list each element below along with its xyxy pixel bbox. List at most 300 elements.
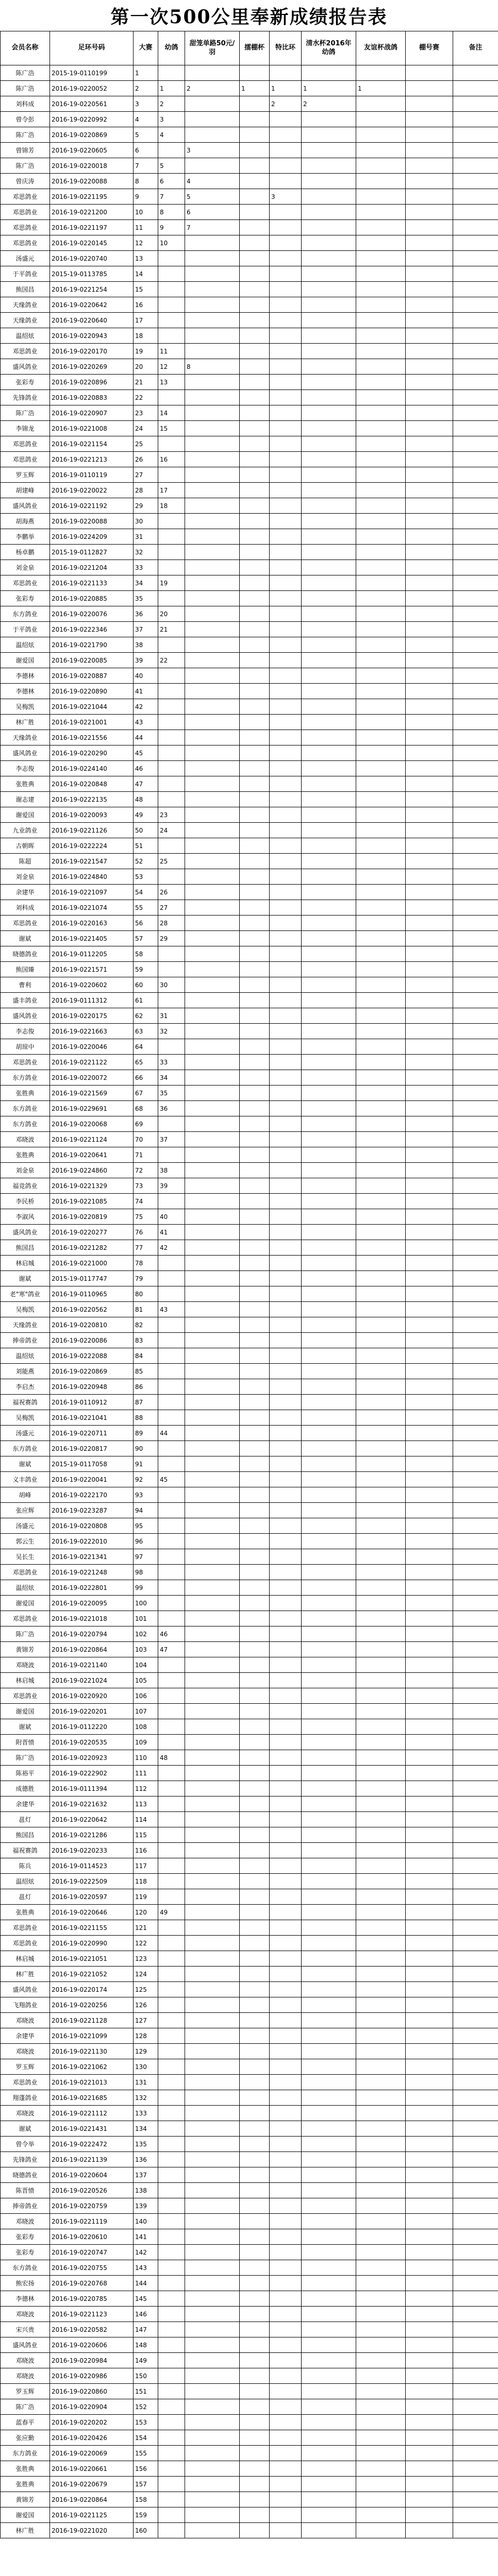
result-cell [356,1611,406,1626]
result-cell: 7 [134,158,158,174]
result-cell: 34 [158,1070,185,1086]
table-row [1,405,498,421]
table-row [1,81,498,96]
result-cell: 57 [134,931,158,946]
result-cell [158,1874,185,1889]
result-cell [302,591,356,606]
result-cell [302,1132,356,1147]
result-cell [406,1997,453,2013]
result-cell [158,2492,185,2507]
result-cell [185,1889,240,1905]
member-name-cell: 邕灯 [1,1889,50,1905]
result-cell [356,2307,406,2322]
result-cell [270,328,302,344]
result-cell [185,2260,240,2276]
ring-number-cell: 2016-19-0220810 [50,1317,134,1333]
result-cell [270,1750,302,1766]
result-cell [185,977,240,993]
result-cell [270,467,302,483]
result-cell [302,2368,356,2384]
result-cell: 8 [134,174,158,189]
result-cell [356,1410,406,1426]
table-row [1,1781,498,1797]
table-row [1,2384,498,2399]
result-cell [270,2214,302,2229]
member-name-cell: 熊国昌 [1,1240,50,1256]
ring-number-cell: 2016-19-0220759 [50,2198,134,2214]
member-name-cell: 李启杰 [1,1379,50,1395]
result-cell [240,838,270,854]
result-cell: 94 [134,1503,158,1518]
result-cell [240,606,270,622]
result-cell [185,699,240,715]
result-cell [185,1719,240,1735]
result-cell [270,282,302,297]
ring-number-cell: 2016-19-0222224 [50,838,134,854]
result-cell [356,1750,406,1766]
ring-number-cell: 2016-19-0221547 [50,854,134,869]
result-cell [406,1348,453,1364]
result-cell [302,1827,356,1843]
ring-number-cell: 2016-19-0110965 [50,1286,134,1302]
result-cell [185,1317,240,1333]
result-cell [356,1178,406,1194]
table-row [1,1812,498,1827]
result-cell [270,143,302,158]
result-cell: 26 [134,452,158,467]
result-cell [240,189,270,205]
result-cell: 32 [134,545,158,560]
result-cell: 111 [134,1766,158,1781]
result-cell: 69 [134,1116,158,1132]
result-cell [240,436,270,452]
ring-number-cell: 2016-19-0220022 [50,483,134,498]
result-cell [158,1812,185,1827]
result-cell [453,235,498,251]
result-cell [158,2353,185,2368]
result-cell [240,1982,270,1997]
result-cell [406,1534,453,1549]
member-name-cell: 刘金泉 [1,560,50,575]
result-cell [270,885,302,900]
result-cell [302,1657,356,1673]
result-cell [356,2523,406,2538]
result-cell [356,514,406,529]
result-cell [240,2106,270,2121]
result-cell [406,807,453,823]
ring-number-cell: 2016-19-0221133 [50,575,134,591]
ring-number-cell: 2016-19-0224140 [50,761,134,776]
result-cell: 84 [134,1348,158,1364]
member-name-cell: 天缘鸽业 [1,1317,50,1333]
result-cell [356,1395,406,1410]
result-cell [302,235,356,251]
result-cell: 107 [134,1704,158,1719]
result-cell [270,1858,302,1874]
result-cell [270,452,302,467]
result-cell [240,637,270,653]
table-row [1,65,498,81]
result-cell [356,838,406,854]
table-row [1,390,498,405]
result-cell: 16 [158,452,185,467]
result-cell [185,637,240,653]
result-cell [302,1209,356,1225]
result-cell [453,1178,498,1194]
result-cell [302,282,356,297]
result-cell [158,1688,185,1704]
result-cell [158,2507,185,2523]
result-cell [453,1905,498,1920]
result-cell [453,1302,498,1317]
member-name-cell: 谢爱国 [1,1704,50,1719]
result-cell [240,745,270,761]
result-cell [356,823,406,838]
result-cell [185,545,240,560]
member-name-cell: 谢爱国 [1,653,50,668]
result-cell [356,1472,406,1487]
result-cell [356,1286,406,1302]
result-cell [356,885,406,900]
table-row [1,653,498,668]
result-cell: 128 [134,2028,158,2044]
table-row [1,1410,498,1426]
result-cell [158,761,185,776]
result-cell [270,2399,302,2415]
result-cell [406,1858,453,1874]
result-cell: 131 [134,2075,158,2090]
result-cell [240,328,270,344]
result-cell [240,575,270,591]
ring-number-cell: 2016-19-0224860 [50,1163,134,1178]
result-cell [453,1936,498,1951]
result-cell [453,2368,498,2384]
member-name-cell: 邓思鸽业 [1,1565,50,1580]
result-cell: 46 [134,761,158,776]
member-name-cell: 福祝赛鸽 [1,1395,50,1410]
result-cell [240,1024,270,1039]
result-cell [406,1704,453,1719]
result-cell: 66 [134,1070,158,1086]
result-cell: 48 [134,792,158,807]
result-cell [270,1410,302,1426]
result-cell [453,344,498,359]
result-cell [270,1611,302,1626]
result-cell [302,2461,356,2477]
ring-number-cell: 2016-19-0221024 [50,1673,134,1688]
result-cell [158,1364,185,1379]
ring-number-cell: 2016-19-0221013 [50,2075,134,2090]
result-cell [453,2090,498,2106]
result-cell: 120 [134,1905,158,1920]
table-row [1,112,498,127]
result-cell [356,1055,406,1070]
result-cell [185,622,240,637]
result-cell [185,2075,240,2090]
table-row [1,127,498,143]
member-name-cell: 谢斌 [1,2121,50,2137]
result-cell [302,2523,356,2538]
result-cell [270,251,302,266]
table-row [1,668,498,684]
result-cell [158,2167,185,2183]
ring-number-cell: 2016-19-0220610 [50,2229,134,2245]
result-cell [158,2461,185,2477]
result-cell: 18 [158,498,185,514]
result-cell [270,2059,302,2075]
result-cell: 91 [134,1456,158,1472]
result-cell [270,1549,302,1565]
result-cell [406,792,453,807]
result-cell [406,1101,453,1116]
ring-number-cell: 2016-19-0221123 [50,2307,134,2322]
result-cell [453,2276,498,2291]
result-cell [240,1719,270,1735]
result-cell [185,715,240,730]
result-cell [240,2198,270,2214]
result-cell: 95 [134,1518,158,1534]
result-cell [453,1874,498,1889]
result-cell [453,1503,498,1518]
result-cell [158,1333,185,1348]
ring-number-cell: 2016-19-0221041 [50,1410,134,1426]
result-cell [302,761,356,776]
result-cell [240,421,270,436]
result-cell [185,2059,240,2075]
member-name-cell: 罗玉辉 [1,2059,50,2075]
result-cell: 29 [158,931,185,946]
result-cell [185,452,240,467]
table-row [1,1395,498,1410]
ring-number-cell: 2016-19-0220923 [50,1750,134,1766]
result-cell: 86 [134,1379,158,1395]
result-cell [240,529,270,545]
ring-number-cell: 2016-19-0220642 [50,297,134,313]
result-cell: 122 [134,1936,158,1951]
result-cell [158,1487,185,1503]
result-cell [185,266,240,282]
result-cell [270,1967,302,1982]
result-cell [185,390,240,405]
member-name-cell: 陈广浩 [1,65,50,81]
result-cell [185,297,240,313]
result-cell [356,1920,406,1936]
result-cell [356,1302,406,1317]
result-cell [240,1626,270,1642]
result-cell [302,1905,356,1920]
member-name-cell: 汤盛元 [1,1518,50,1534]
table-row [1,2446,498,2461]
result-cell [406,977,453,993]
ring-number-cell: 2016-19-0220076 [50,606,134,622]
result-cell [158,514,185,529]
result-cell [270,158,302,174]
member-name-cell: 吴长生 [1,1549,50,1565]
member-name-cell: 盛风鸽业 [1,2337,50,2353]
result-cell [240,1472,270,1487]
result-cell [185,96,240,112]
member-name-cell: 陈广浩 [1,2399,50,2415]
result-cell [406,1518,453,1534]
result-cell [356,2214,406,2229]
result-cell [406,2399,453,2415]
result-cell [453,81,498,96]
member-name-cell: 邓思鸽业 [1,1688,50,1704]
result-cell [240,823,270,838]
result-cell: 24 [134,421,158,436]
result-cell: 9 [134,189,158,205]
result-cell: 27 [134,467,158,483]
result-cell [406,1055,453,1070]
table-row [1,1580,498,1596]
result-cell [406,2461,453,2477]
result-cell [356,1194,406,1209]
result-cell [453,1920,498,1936]
result-cell [185,467,240,483]
result-cell [185,2492,240,2507]
result-cell [302,405,356,421]
result-cell [185,2044,240,2059]
result-cell [406,2307,453,2322]
table-row [1,1997,498,2013]
result-cell [356,1719,406,1735]
result-cell [406,2121,453,2137]
table-row [1,792,498,807]
result-cell [240,282,270,297]
table-row [1,931,498,946]
result-cell [406,931,453,946]
result-cell: 142 [134,2245,158,2260]
ring-number-cell: 2016-19-0222088 [50,1348,134,1364]
result-cell [240,869,270,885]
result-cell [158,2307,185,2322]
ring-number-cell: 2016-19-0222902 [50,1766,134,1781]
result-cell: 64 [134,1039,158,1055]
table-row [1,2106,498,2121]
result-cell [302,1750,356,1766]
result-cell [240,158,270,174]
result-cell [270,2260,302,2276]
result-cell [406,2013,453,2028]
result-cell [270,1642,302,1657]
result-cell [302,1781,356,1797]
result-cell: 88 [134,1410,158,1426]
table-row [1,1673,498,1688]
result-cell [240,2384,270,2399]
result-cell [302,127,356,143]
table-row [1,1008,498,1024]
result-cell [453,112,498,127]
ring-number-cell: 2016-19-0221286 [50,1827,134,1843]
result-cell [453,2245,498,2260]
result-cell [240,1858,270,1874]
result-cell [185,1426,240,1441]
result-cell [453,1812,498,1827]
member-name-cell: 邓思鸽业 [1,575,50,591]
result-cell [270,977,302,993]
table-row [1,1797,498,1812]
result-cell [240,2090,270,2106]
result-cell: 156 [134,2461,158,2477]
result-cell [158,993,185,1008]
result-cell [302,2307,356,2322]
table-row [1,575,498,591]
table-row [1,622,498,637]
result-cell [270,1039,302,1055]
result-cell [240,993,270,1008]
ring-number-cell: 2016-19-0220562 [50,1302,134,1317]
table-row [1,946,498,962]
result-cell [240,1518,270,1534]
result-cell [406,2214,453,2229]
result-cell [240,1967,270,1982]
result-cell: 44 [134,730,158,745]
result-cell [240,65,270,81]
table-row [1,560,498,575]
result-cell [240,2399,270,2415]
result-cell [453,2152,498,2167]
result-cell [270,1518,302,1534]
result-cell [302,390,356,405]
member-name-cell: 陈晋愤 [1,2183,50,2198]
result-cell [356,2229,406,2245]
result-cell [158,1116,185,1132]
result-cell [453,2492,498,2507]
result-cell [453,1735,498,1750]
result-cell [240,854,270,869]
result-cell [406,2229,453,2245]
result-cell [270,745,302,761]
result-cell [406,81,453,96]
result-cell [240,1766,270,1781]
result-cell [453,1766,498,1781]
ring-number-cell: 2016-19-0220948 [50,1379,134,1395]
result-cell [356,668,406,684]
result-cell [356,1163,406,1178]
result-cell [185,1503,240,1518]
result-cell [158,313,185,328]
result-cell [302,1472,356,1487]
result-cell [270,127,302,143]
result-cell [406,189,453,205]
result-cell [453,1333,498,1348]
result-cell: 7 [185,220,240,235]
member-name-cell: 刘科成 [1,900,50,916]
result-cell [406,916,453,931]
result-cell [302,653,356,668]
result-cell [453,2013,498,2028]
result-cell [453,1364,498,1379]
result-cell [240,1178,270,1194]
result-cell [302,2477,356,2492]
result-cell [302,2183,356,2198]
result-cell [406,622,453,637]
member-name-cell: 邓思鸽业 [1,916,50,931]
result-cell [270,1101,302,1116]
result-cell [356,2167,406,2183]
result-cell [302,1410,356,1426]
ring-number-cell: 2016-19-0222170 [50,1487,134,1503]
result-cell [240,1039,270,1055]
result-cell [453,606,498,622]
result-cell: 155 [134,2446,158,2461]
result-cell [270,1889,302,1905]
ring-number-cell: 2016-19-0222509 [50,1874,134,1889]
result-cell [158,2106,185,2121]
result-cell [240,916,270,931]
result-cell [158,266,185,282]
result-cell [270,2044,302,2059]
